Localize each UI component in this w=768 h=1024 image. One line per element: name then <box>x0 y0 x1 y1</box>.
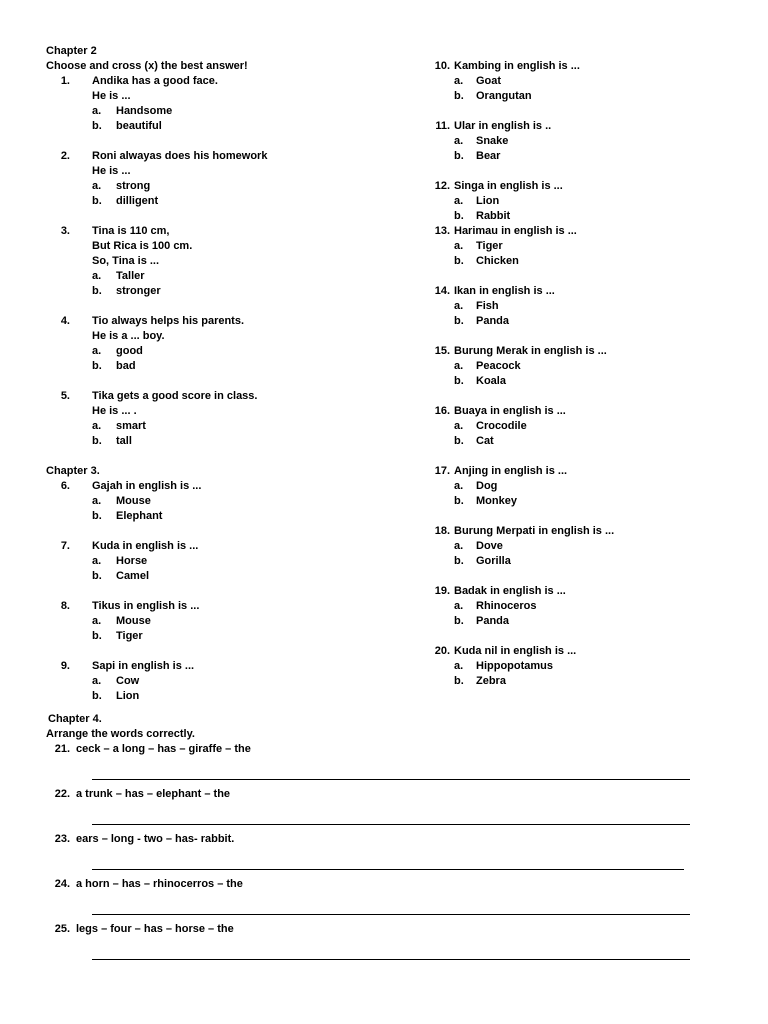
option-b[interactable]: b. Panda <box>454 615 510 627</box>
question-text-cont: He is a ... boy. <box>92 330 165 342</box>
option-a[interactable]: a. Dove <box>454 540 503 552</box>
question-text-cont: He is ... . <box>92 405 137 417</box>
question-7 <box>46 539 406 584</box>
chapter4-heading: Chapter 4. <box>48 713 102 725</box>
question-13 <box>430 224 730 269</box>
arrange-question-24 <box>46 877 706 922</box>
question-number: 20. <box>434 645 450 657</box>
question-text: Tio always helps his parents. <box>92 315 245 327</box>
question-1 <box>46 74 406 134</box>
option-b[interactable]: b. Elephant <box>92 510 163 522</box>
question-number: 13. <box>434 225 450 237</box>
option-a[interactable]: a. Tiger <box>454 240 503 252</box>
option-b[interactable]: b. Cat <box>454 435 494 447</box>
option-b[interactable]: b. Orangutan <box>454 90 532 102</box>
option-b[interactable]: b. Tiger <box>92 630 143 642</box>
question-9 <box>46 659 406 704</box>
option-b[interactable]: b. Zebra <box>454 675 506 687</box>
question-text: Kuda nil in english is ... <box>454 645 577 657</box>
option-a[interactable]: a. Goat <box>454 75 502 87</box>
question-text: Ikan in english is ... <box>454 285 555 297</box>
option-a[interactable]: a. Fish <box>454 300 499 312</box>
question-text-cont: He is ... <box>92 90 131 102</box>
option-a[interactable]: a. Snake <box>454 135 509 147</box>
option-a[interactable]: a. Taller <box>92 270 145 282</box>
option-a[interactable]: a. Peacock <box>454 360 521 372</box>
arrange-question-23 <box>46 832 706 877</box>
option-a[interactable]: a. good <box>92 345 143 357</box>
answer-line[interactable] <box>92 892 706 922</box>
answer-line[interactable] <box>92 757 706 787</box>
question-number: 25. <box>54 923 70 935</box>
question-text: Kuda in english is ... <box>92 540 199 552</box>
question-6 <box>46 479 406 524</box>
question-4 <box>46 314 406 374</box>
question-number: 21. <box>54 743 70 755</box>
question-20 <box>430 644 730 689</box>
question-text: Sapi in english is ... <box>92 660 195 672</box>
option-b[interactable]: b. Chicken <box>454 255 519 267</box>
question-12 <box>430 179 730 224</box>
option-a[interactable]: a. Handsome <box>92 105 173 117</box>
question-11 <box>430 119 730 164</box>
chapter2-instruction: Choose and cross (x) the best answer! <box>46 60 248 72</box>
question-15 <box>430 344 730 389</box>
question-number: 23. <box>54 833 70 845</box>
question-text: Buaya in english is ... <box>454 405 566 417</box>
question-text: Tikus in english is ... <box>92 600 200 612</box>
option-b[interactable]: b. tall <box>92 435 132 447</box>
question-text: Roni alwayas does his homework <box>92 150 268 162</box>
question-number: 19. <box>434 585 450 597</box>
question-number: 18. <box>434 525 450 537</box>
answer-line[interactable] <box>92 847 706 877</box>
question-number: 9. <box>60 660 70 672</box>
question-19 <box>430 584 730 629</box>
option-b[interactable]: b. Rabbit <box>454 210 511 222</box>
option-a[interactable]: a. Dog <box>454 480 498 492</box>
option-a[interactable]: a. Cow <box>92 675 140 687</box>
option-b[interactable]: b. Monkey <box>454 495 517 507</box>
option-a[interactable]: a. Lion <box>454 195 500 207</box>
chapter2-heading: Chapter 2 <box>46 45 97 57</box>
question-text-cont: He is ... <box>92 165 131 177</box>
question-text: Burung Merpati in english is ... <box>454 525 615 537</box>
question-number: 8. <box>60 600 70 612</box>
answer-line[interactable] <box>92 802 706 832</box>
question-text: Singa in english is ... <box>454 180 563 192</box>
question-14 <box>430 284 730 329</box>
option-a[interactable]: a. strong <box>92 180 151 192</box>
question-number: 12. <box>434 180 450 192</box>
question-number: 15. <box>434 345 450 357</box>
option-a[interactable]: a. Hippopotamus <box>454 660 553 672</box>
question-8 <box>46 599 406 644</box>
option-a[interactable]: a. Crocodile <box>454 420 527 432</box>
chapter4-instruction: Arrange the words correctly. <box>46 728 195 740</box>
chapter3-heading: Chapter 3. <box>46 465 100 477</box>
question-18 <box>430 524 730 569</box>
question-16 <box>430 404 730 449</box>
question-number: 22. <box>54 788 70 800</box>
left-column <box>46 44 406 704</box>
question-number: 7. <box>60 540 70 552</box>
question-number: 5. <box>60 390 70 402</box>
option-b[interactable]: b. stronger <box>92 285 161 297</box>
question-text: legs – four – has – horse – the <box>76 923 234 935</box>
option-a[interactable]: a. smart <box>92 420 146 432</box>
option-b[interactable]: b. dilligent <box>92 195 159 207</box>
question-text: ears – long - two – has- rabbit. <box>76 833 235 845</box>
option-b[interactable]: b. beautiful <box>92 120 162 132</box>
question-text: Badak in english is ... <box>454 585 566 597</box>
question-text: Harimau in english is ... <box>454 225 577 237</box>
question-text: Ular in english is .. <box>454 120 552 132</box>
option-b[interactable]: b. Lion <box>92 690 140 702</box>
question-17 <box>430 464 730 509</box>
question-number: 17. <box>434 465 450 477</box>
question-text: Burung Merak in english is ... <box>454 345 607 357</box>
question-text: Gajah in english is ... <box>92 480 202 492</box>
option-b[interactable]: b. bad <box>92 360 136 372</box>
question-number: 3. <box>60 225 70 237</box>
option-a[interactable]: a. Mouse <box>92 495 151 507</box>
option-a[interactable]: a. Rhinoceros <box>454 600 537 612</box>
option-a[interactable]: a. Mouse <box>92 615 151 627</box>
question-text: Tika gets a good score in class. <box>92 390 258 402</box>
question-text: Anjing in english is ... <box>454 465 568 477</box>
question-2 <box>46 149 406 209</box>
question-text: Tina is 110 cm, <box>92 225 170 237</box>
arrange-question-22 <box>46 787 706 832</box>
option-a[interactable]: a. Horse <box>92 555 148 567</box>
question-text: a trunk – has – elephant – the <box>76 788 231 800</box>
question-number: 1. <box>60 75 70 87</box>
right-column <box>430 59 730 689</box>
question-number: 11. <box>435 120 450 132</box>
question-text-cont: So, Tina is ... <box>92 255 160 267</box>
question-text: a horn – has – rhinocerros – the <box>76 878 243 890</box>
question-number: 6. <box>60 480 70 492</box>
question-number: 16. <box>434 405 450 417</box>
question-number: 24. <box>54 878 70 890</box>
option-b[interactable]: b. Camel <box>92 570 150 582</box>
question-5 <box>46 389 406 449</box>
question-10 <box>430 59 730 104</box>
question-number: 4. <box>60 315 70 327</box>
arrange-question-25 <box>46 922 706 967</box>
question-text: Andika has a good face. <box>92 75 218 87</box>
option-b[interactable]: b. Bear <box>454 150 501 162</box>
option-b[interactable]: b. Panda <box>454 315 510 327</box>
question-number: 2. <box>60 150 70 162</box>
question-number: 14. <box>434 285 450 297</box>
question-text-cont: But Rica is 100 cm. <box>92 240 193 252</box>
option-b[interactable]: b. Koala <box>454 375 506 387</box>
arrange-question-21 <box>46 742 706 787</box>
chapter4-section <box>46 712 706 967</box>
answer-line[interactable] <box>92 937 706 967</box>
option-b[interactable]: b. Gorilla <box>454 555 511 567</box>
question-text: ceck – a long – has – giraffe – the <box>76 743 251 755</box>
question-3 <box>46 224 406 299</box>
question-number: 10. <box>434 60 450 72</box>
question-text: Kambing in english is ... <box>454 60 580 72</box>
